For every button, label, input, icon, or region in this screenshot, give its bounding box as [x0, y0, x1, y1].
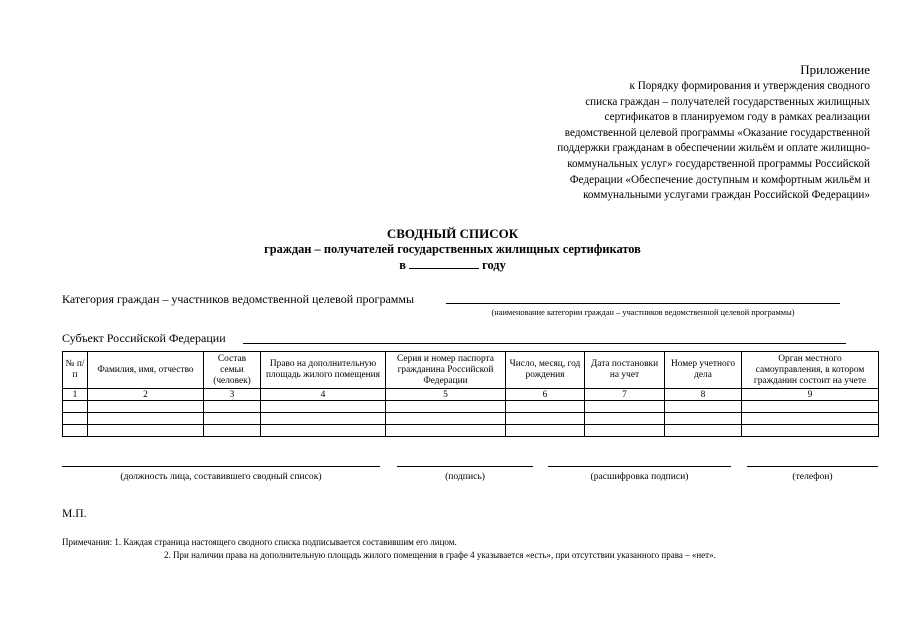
table-number-row [63, 389, 879, 401]
header-cell: Фамилия, имя, отчество [88, 352, 204, 389]
table-cell[interactable] [261, 413, 386, 425]
table-cell[interactable] [585, 425, 665, 437]
header-cell: № п/п [63, 352, 88, 389]
table-row [63, 425, 879, 437]
table-cell[interactable] [665, 413, 742, 425]
year-suffix: году [482, 258, 506, 272]
appendix-line: к Порядку формирования и утверждения сводного [629, 80, 870, 92]
table-row [63, 401, 879, 413]
note-first: Примечания: 1. Каждая страница настоящего сводного списка подписывается составившим его лицом. [62, 537, 457, 547]
appendix-line: коммунальных услуг» государственной программы Российской [567, 157, 870, 170]
table-row [63, 413, 879, 425]
category-hint: (наименование категории граждан – участников ведомственной целевой программы) [491, 308, 795, 317]
table-cell[interactable] [585, 413, 665, 425]
table-cell[interactable] [386, 425, 506, 437]
table-cell[interactable] [506, 401, 585, 413]
table-cell[interactable] [665, 401, 742, 413]
header-cell: Дата постановки на учет [585, 352, 665, 389]
signature-caption: (подпись) [445, 471, 485, 482]
decoding-caption: (расшифровка подписи) [590, 471, 689, 482]
position-line[interactable] [62, 466, 380, 467]
column-number: 2 [88, 389, 204, 401]
subject-label: Субъект Российской Федерации [62, 331, 226, 345]
table-cell[interactable] [585, 401, 665, 413]
signature-line[interactable] [397, 466, 533, 467]
appendix-block [470, 62, 870, 204]
table-cell[interactable] [742, 413, 879, 425]
table-cell[interactable] [742, 425, 879, 437]
title-subtitle: граждан – получателей государственных жилищных сертификатов [264, 241, 641, 256]
column-number: 3 [204, 389, 261, 401]
title-main: СВОДНЫЙ СПИСОК [386, 226, 519, 241]
header-cell: Орган местного самоуправления, в котором гражданин состоит на учете [742, 352, 879, 389]
table-cell[interactable] [506, 413, 585, 425]
column-number: 7 [585, 389, 665, 401]
appendix-line: списка граждан – получателей государственных жилищных [585, 95, 870, 108]
appendix-line: Федерации «Обеспечение доступным и комфортным жильём и [569, 173, 870, 186]
appendix-heading: Приложение [800, 62, 870, 77]
header-cell: Номер учетного дела [665, 352, 742, 389]
table-cell[interactable] [63, 413, 88, 425]
category-field-line[interactable] [446, 303, 840, 304]
subject-field-line[interactable] [243, 343, 846, 344]
phone-line[interactable] [747, 466, 878, 467]
table-cell[interactable] [665, 425, 742, 437]
column-number: 8 [665, 389, 742, 401]
table-cell[interactable] [63, 401, 88, 413]
column-number: 1 [63, 389, 88, 401]
column-number: 6 [506, 389, 585, 401]
stamp-place: М.П. [62, 507, 87, 520]
appendix-line: коммунальными услугами граждан Российской Федерации» [583, 189, 870, 202]
table-cell[interactable] [261, 425, 386, 437]
appendix-line: сертификатов в планируемом году в рамках реализации [604, 111, 870, 124]
table-cell[interactable] [386, 413, 506, 425]
appendix-line: поддержки гражданам в обеспечении жильём и оплате жилищно- [557, 142, 870, 155]
header-cell: Право на дополнительную площадь жилого помещения [261, 352, 386, 389]
table-cell[interactable] [742, 401, 879, 413]
column-number: 9 [742, 389, 879, 401]
table-cell[interactable] [204, 413, 261, 425]
table-header-row [63, 352, 879, 389]
header-cell: Серия и номер паспорта гражданина Российской Федерации [386, 352, 506, 389]
note-second: 2. При наличии права на дополнительную площадь жилого помещения в графе 4 указывается «есть», при отсутствии указанного права – «нет». [164, 550, 716, 560]
table-cell[interactable] [88, 413, 204, 425]
header-cell: Число, месяц, год рождения [506, 352, 585, 389]
table-cell[interactable] [204, 425, 261, 437]
table-cell[interactable] [261, 401, 386, 413]
header-cell: Состав семьи (человек) [204, 352, 261, 389]
title-year-line [0, 257, 905, 274]
year-blank[interactable] [409, 257, 479, 269]
column-number: 5 [386, 389, 506, 401]
column-number: 4 [261, 389, 386, 401]
appendix-line: ведомственной целевой программы «Оказание государственной [564, 126, 870, 139]
phone-caption: (телефон) [792, 471, 833, 482]
table-cell[interactable] [88, 425, 204, 437]
table-cell[interactable] [386, 401, 506, 413]
category-label: Категория граждан – участников ведомственной целевой программы [62, 292, 415, 306]
year-prefix: в [399, 258, 406, 272]
table-cell[interactable] [506, 425, 585, 437]
table-cell[interactable] [63, 425, 88, 437]
recipients-table [62, 351, 879, 437]
decoding-line[interactable] [548, 466, 731, 467]
document-title [0, 226, 905, 274]
position-caption: (должность лица, составившего сводный список) [120, 471, 322, 482]
table-cell[interactable] [88, 401, 204, 413]
table-cell[interactable] [204, 401, 261, 413]
